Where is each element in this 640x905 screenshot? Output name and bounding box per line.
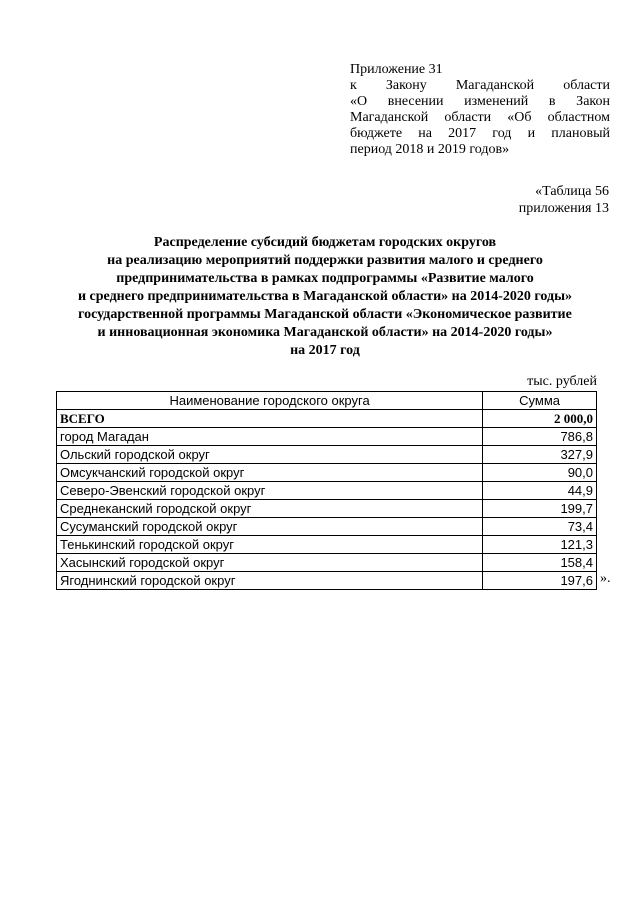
closing-quote: ». xyxy=(600,571,611,586)
total-row xyxy=(57,410,597,428)
title-line: и среднего предпринимательства в Магаданской области» на 2014-2020 годы» xyxy=(77,289,572,304)
district-name: Хасынский городской округ xyxy=(57,554,483,572)
district-amount: 73,4 xyxy=(483,518,597,536)
appendix-line: бюджете на 2017 год и плановый xyxy=(350,126,610,141)
appendix-header xyxy=(350,62,610,158)
table-reference-line: «Таблица 56 xyxy=(535,184,609,199)
district-name: Ольский городской округ xyxy=(57,446,483,464)
district-amount: 197,6 xyxy=(483,572,597,590)
appendix-line: Магаданской области «Об областном xyxy=(350,110,610,125)
district-name: Северо-Эвенский городской округ xyxy=(57,482,483,500)
district-name: город Магадан xyxy=(57,428,483,446)
district-amount: 199,7 xyxy=(483,500,597,518)
district-amount: 44,9 xyxy=(483,482,597,500)
district-name: Тенькинский городской округ xyxy=(57,536,483,554)
table-row xyxy=(57,536,597,554)
appendix-line: к Закону Магаданской области xyxy=(350,78,610,93)
table-row xyxy=(57,482,597,500)
district-name: Ягоднинский городской округ xyxy=(57,572,483,590)
title-line: Распределение субсидий бюджетам городских округов xyxy=(153,235,497,250)
total-amount: 2 000,0 xyxy=(483,410,597,428)
district-name: Среднеканский городской округ xyxy=(57,500,483,518)
appendix-line: период 2018 и 2019 годов» xyxy=(350,142,510,157)
title-line: государственной программы Магаданской области «Экономическое развитие xyxy=(78,307,572,322)
district-name: Омсукчанский городской округ xyxy=(57,464,483,482)
table-header-row xyxy=(57,392,597,410)
header-amount: Сумма xyxy=(483,392,597,410)
table-row xyxy=(57,428,597,446)
appendix-line: «О внесении изменений в Закон xyxy=(350,94,610,109)
unit-note: тыс. рублей xyxy=(527,374,597,389)
table-row xyxy=(57,572,597,590)
table-reference xyxy=(519,183,609,217)
title-line: на 2017 год xyxy=(290,343,360,358)
district-amount: 121,3 xyxy=(483,536,597,554)
district-name: Сусуманский городской округ xyxy=(57,518,483,536)
header-name: Наименование городского округа xyxy=(57,392,483,410)
title-line: на реализацию мероприятий поддержки развития малого и среднего xyxy=(107,253,543,268)
total-label: ВСЕГО xyxy=(57,410,483,428)
table-row xyxy=(57,464,597,482)
district-amount: 158,4 xyxy=(483,554,597,572)
district-amount: 90,0 xyxy=(483,464,597,482)
district-amount: 786,8 xyxy=(483,428,597,446)
table-reference-line: приложения 13 xyxy=(518,201,609,216)
document-title xyxy=(40,234,610,360)
title-line: и инновационная экономика Магаданской области» на 2014-2020 годы» xyxy=(97,325,553,340)
subsidy-table xyxy=(56,391,597,590)
district-amount: 327,9 xyxy=(483,446,597,464)
table-row xyxy=(57,446,597,464)
table-row xyxy=(57,500,597,518)
table-row xyxy=(57,518,597,536)
appendix-line: Приложение 31 xyxy=(350,62,443,77)
table-row xyxy=(57,554,597,572)
title-line: предпринимательства в рамках подпрограммы «Развитие малого xyxy=(116,271,534,286)
